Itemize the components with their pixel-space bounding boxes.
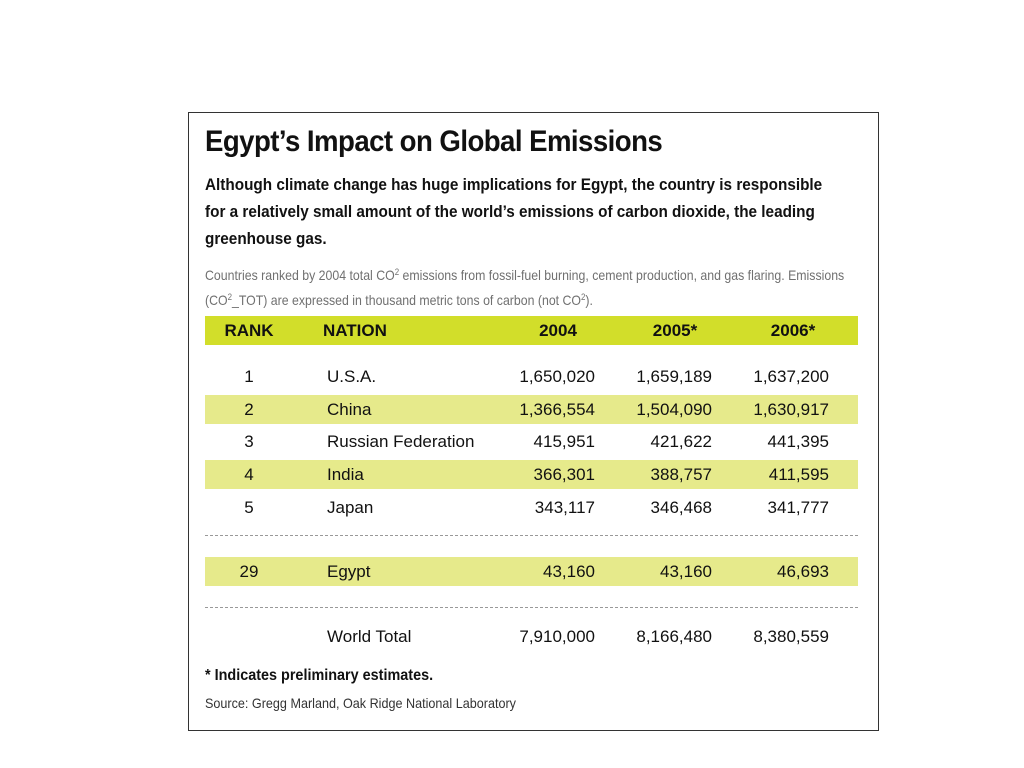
note-sub-1: 2 <box>394 267 400 277</box>
rank-cell: 2 <box>244 400 254 419</box>
table-row <box>205 362 858 391</box>
value-2005-cell: 43,160 <box>660 562 712 581</box>
value-2004-cell: 343,117 <box>534 498 595 517</box>
chart-title: Egypt’s Impact on Global Emissions <box>205 125 663 158</box>
note-text-3: _TOT) are expressed in thousand metric tons of carbon (not CO <box>232 292 582 308</box>
note-text-1: Countries ranked by 2004 total CO <box>205 267 395 283</box>
note-sub-2: 2 <box>227 292 233 302</box>
rank-cell: 29 <box>239 562 259 581</box>
table-row-world-total <box>205 622 858 651</box>
table-row-egypt <box>205 557 858 586</box>
value-2006-cell: 411,595 <box>768 465 829 484</box>
table-row <box>205 427 858 456</box>
header-rank: RANK <box>224 321 274 340</box>
note-text-2: emissions from fossil-fuel burning, cement production, and gas flaring. Emissions (CO <box>205 267 845 308</box>
value-2004-cell: 1,650,020 <box>519 367 595 386</box>
value-2006-cell: 46,693 <box>777 562 829 581</box>
table-header-row <box>205 316 858 345</box>
header-nation: NATION <box>323 321 387 340</box>
value-2005-cell: 1,504,090 <box>636 400 712 419</box>
value-2004-cell: 366,301 <box>533 465 595 484</box>
header-2004: 2004 <box>539 321 577 340</box>
nation-cell: India <box>327 465 364 484</box>
note-text-4: ). <box>585 292 593 308</box>
footnote: * Indicates preliminary estimates. <box>205 667 434 684</box>
nation-cell: Japan <box>327 498 374 517</box>
nation-cell: World Total <box>327 627 412 646</box>
value-2005-cell: 388,757 <box>650 465 712 484</box>
source-credit: Source: Gregg Marland, Oak Ridge National Laboratory <box>205 695 516 711</box>
value-2005-cell: 346,468 <box>650 498 712 517</box>
rank-cell <box>205 622 293 651</box>
header-2006: 2006* <box>770 321 816 340</box>
rank-cell: 1 <box>244 367 254 386</box>
nation-cell: Egypt <box>327 562 371 581</box>
value-2004-cell: 43,160 <box>543 562 595 581</box>
dashed-divider <box>205 607 858 608</box>
value-2006-cell: 341,777 <box>767 498 829 517</box>
methodology-note <box>205 261 847 311</box>
rank-cell: 5 <box>244 498 254 517</box>
value-2004-cell: 7,910,000 <box>519 627 595 646</box>
value-2006-cell: 8,380,559 <box>753 627 829 646</box>
value-2006-cell: 1,637,200 <box>753 367 829 386</box>
header-2005: 2005* <box>652 321 698 340</box>
table-row <box>205 460 858 489</box>
value-2004-cell: 415,951 <box>533 432 595 451</box>
value-2004-cell: 1,366,554 <box>519 400 595 419</box>
rank-cell: 3 <box>244 432 254 451</box>
value-2005-cell: 8,166,480 <box>636 627 712 646</box>
nation-cell: U.S.A. <box>327 367 377 386</box>
table-row <box>205 493 858 522</box>
table-row <box>205 395 858 424</box>
dashed-divider <box>205 535 858 536</box>
value-2006-cell: 1,630,917 <box>753 400 829 419</box>
value-2005-cell: 1,659,189 <box>636 367 712 386</box>
chart-subtitle: Although climate change has huge implications for Egypt, the country is responsible for a relatively small amount of the world’s emissions of carbon dioxide, the leading greenhouse gas. <box>205 175 823 248</box>
rank-cell: 4 <box>244 465 254 484</box>
value-2006-cell: 441,395 <box>767 432 829 451</box>
emissions-infographic <box>188 112 879 731</box>
note-sub-3: 2 <box>581 292 586 302</box>
nation-cell: China <box>327 400 372 419</box>
nation-cell: Russian Federation <box>327 432 475 451</box>
value-2005-cell: 421,622 <box>650 432 712 451</box>
